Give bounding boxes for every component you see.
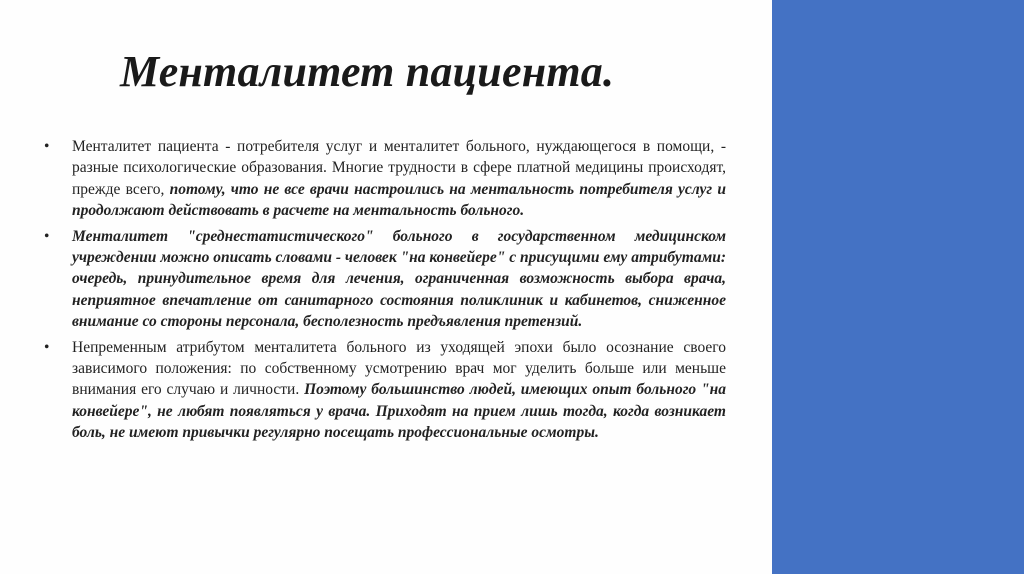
bullet-icon: • — [44, 138, 50, 155]
bullet-text-plain: Менталитет пациента - потребителя услуг и менталитет больного, нуждающегося в помощи, - разные психологические образования. Многие трудности в сфере платной медицины происходят, прежде всего, — [72, 138, 726, 198]
accent-side-bar — [772, 0, 1024, 574]
bullet-list — [44, 136, 726, 444]
bullet-text-emphasis: Менталитет "среднестатистического" больного в государственном медицинском учреждении можно описать словами - человек "на конвейере" с присущими ему атрибутами: очередь, принудительное время для лечения, ограниченная возможность выбора врача, неприятное впечатление от санитарного состояния поликлиник и кабинетов, сниженное внимание со стороны персонала, бесполезность предъявления претензий. — [72, 227, 726, 331]
list-item — [44, 136, 726, 222]
list-item — [44, 226, 726, 333]
slide-title: Менталитет пациента. — [120, 47, 615, 96]
list-item — [44, 337, 726, 444]
bullet-icon: • — [44, 338, 50, 356]
slide-body — [44, 136, 726, 448]
bullet-text-plain: Непременным атрибутом менталитета больного из уходящей эпохи было осознание своего зависимого положения: по собственному усмотрению врач мог уделить больше или меньше внимания его случаю и личности. — [72, 338, 726, 399]
bullet-icon: • — [44, 227, 50, 245]
bullet-text-emphasis: потому, что не все врачи настроились на ментальность потребителя услуг и продолжают действовать в расчете на ментальность больного. — [72, 180, 726, 220]
bullet-text-emphasis: Поэтому большинство людей, имеющих опыт больного "на конвейере", не любят появляться у врача. Приходят на прием лишь тогда, когда возникает боль, не имеют привычки регулярно посещать профессиональные осмотры. — [72, 381, 726, 442]
